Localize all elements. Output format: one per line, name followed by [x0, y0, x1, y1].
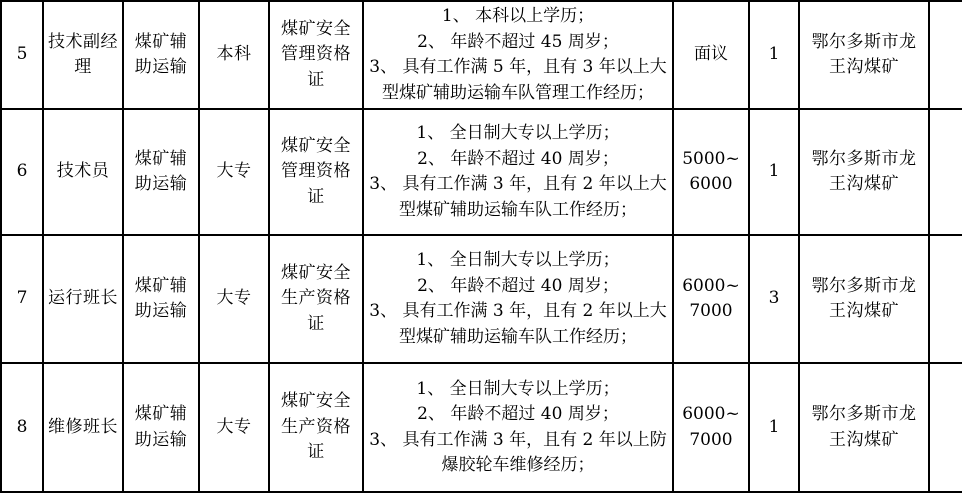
cell-headcount: 1 [749, 109, 799, 235]
cell-certificate: 煤矿安全生产资格证 [269, 235, 363, 363]
cell-headcount: 3 [749, 235, 799, 363]
requirement-line: 1、 全日制大专以上学历； [416, 123, 620, 143]
cell-requirements [363, 235, 673, 363]
cell-requirements [363, 363, 673, 492]
cell-salary: 6000~7000 [673, 235, 749, 363]
cell-work-location: 鄂尔多斯市龙王沟煤矿 [799, 363, 929, 492]
cell-trailing [929, 363, 962, 492]
cell-education: 本科 [199, 1, 269, 109]
cell-requirements [363, 1, 673, 109]
cell-education: 大专 [199, 235, 269, 363]
cell-work-location: 鄂尔多斯市龙王沟煤矿 [799, 235, 929, 363]
table-row [1, 109, 962, 235]
cell-trailing [929, 1, 962, 109]
requirement-line: 1、 全日制大专以上学历； [416, 378, 620, 399]
table-row [1, 235, 962, 363]
requirement-line: 3、 具有工作满 3 年，且有 2 年以上大型煤矿辅助运输车队工作经历； [369, 174, 667, 220]
cell-post: 维修班长 [43, 363, 123, 492]
cell-trailing [929, 235, 962, 363]
requirement-line: 2、 年龄不超过 40 周岁； [417, 148, 619, 169]
cell-salary: 6000~7000 [673, 363, 749, 492]
requirement-line: 1、 全日制大专以上学历； [416, 250, 620, 270]
cell-serial-number: 8 [1, 363, 43, 492]
requirement-line: 3、 具有工作满 3 年，且有 2 年以上防爆胶轮车维修经历； [369, 429, 667, 475]
cell-work-location: 鄂尔多斯市龙王沟煤矿 [799, 109, 929, 235]
cell-education: 大专 [199, 363, 269, 492]
cell-certificate: 煤矿安全生产资格证 [269, 363, 363, 492]
requirement-line: 3、 具有工作满 5 年，且有 3 年以上大型煤矿辅助运输车队管理工作经历； [369, 57, 667, 103]
cell-certificate: 煤矿安全管理资格证 [269, 1, 363, 109]
cell-post: 运行班长 [43, 235, 123, 363]
cell-headcount: 1 [749, 1, 799, 109]
requirement-line: 2、 年龄不超过 40 周岁； [417, 275, 619, 296]
cell-unit: 煤矿辅助运输 [123, 109, 199, 235]
cell-serial-number: 6 [1, 109, 43, 235]
requirement-line: 2、 年龄不超过 45 周岁； [417, 31, 619, 52]
cell-work-location: 鄂尔多斯市龙王沟煤矿 [799, 1, 929, 109]
table-row [1, 1, 962, 109]
cell-trailing [929, 109, 962, 235]
cell-headcount: 1 [749, 363, 799, 492]
cell-education: 大专 [199, 109, 269, 235]
cell-salary: 5000~6000 [673, 109, 749, 235]
cell-serial-number: 5 [1, 1, 43, 109]
cell-post: 技术副经理 [43, 1, 123, 109]
cell-salary: 面议 [673, 1, 749, 109]
cell-unit: 煤矿辅助运输 [123, 235, 199, 363]
requirement-line: 2、 年龄不超过 40 周岁； [417, 404, 619, 424]
cell-requirements [363, 109, 673, 235]
requirement-line: 1、 本科以上学历； [441, 6, 595, 26]
requirement-line: 3、 具有工作满 3 年，且有 2 年以上大型煤矿辅助运输车队工作经历； [369, 301, 667, 347]
cell-serial-number: 7 [1, 235, 43, 363]
table-row [1, 363, 962, 492]
cell-unit: 煤矿辅助运输 [123, 363, 199, 492]
cell-unit: 煤矿辅助运输 [123, 1, 199, 109]
cell-post: 技术员 [43, 109, 123, 235]
cell-certificate: 煤矿安全管理资格证 [269, 109, 363, 235]
